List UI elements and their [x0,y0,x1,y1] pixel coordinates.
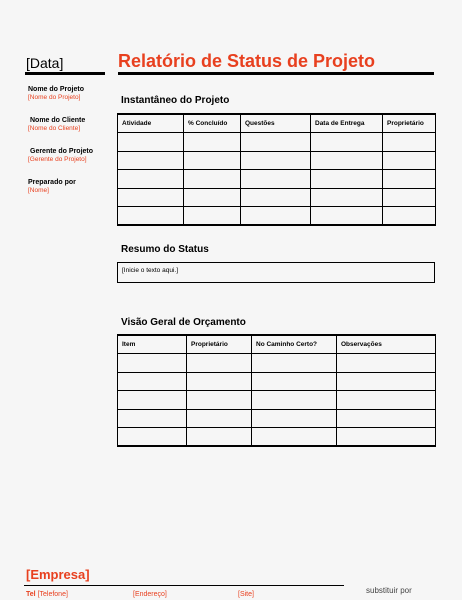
budget-column-header: Proprietário [187,335,252,354]
table-cell[interactable] [184,151,241,170]
snapshot-header-row [118,114,436,133]
table-cell[interactable] [252,372,337,391]
table-cell[interactable] [383,207,436,226]
table-cell[interactable] [337,372,436,391]
table-cell[interactable] [118,391,187,410]
table-row [118,170,436,189]
table-cell[interactable] [311,151,383,170]
snapshot-column-header: Atividade [118,114,184,133]
status-summary-title: Resumo do Status [121,244,209,255]
footer-divider [24,585,344,586]
budget-column-header: Item [118,335,187,354]
table-cell[interactable] [187,428,252,447]
table-cell[interactable] [118,207,184,226]
table-cell[interactable] [337,428,436,447]
table-cell[interactable] [311,188,383,207]
budget-column-header: Observações [337,335,436,354]
table-row [118,207,436,226]
table-cell[interactable] [118,188,184,207]
table-cell[interactable] [118,170,184,189]
prepared-by-field[interactable]: [Nome] [28,187,49,194]
phone-field[interactable]: [Telefone] [37,591,68,598]
budget-overview-title: Visão Geral de Orçamento [121,317,246,328]
project-manager-field[interactable]: [Gerente do Projeto] [28,156,87,163]
budget-overview-table [117,334,436,447]
table-cell[interactable] [252,409,337,428]
table-cell[interactable] [184,133,241,152]
table-row [118,188,436,207]
table-cell[interactable] [311,133,383,152]
table-cell[interactable] [241,207,311,226]
snapshot-column-header: Data de Entrega [311,114,383,133]
table-cell[interactable] [337,391,436,410]
table-cell[interactable] [184,188,241,207]
table-row [118,372,436,391]
table-cell[interactable] [187,409,252,428]
table-cell[interactable] [383,188,436,207]
snapshot-column-header: % Concluído [184,114,241,133]
table-row [118,151,436,170]
replace-text[interactable]: substituir por [366,586,412,595]
tel-label: Tel [26,591,36,598]
table-cell[interactable] [118,428,187,447]
table-cell[interactable] [118,354,187,373]
table-row [118,354,436,373]
table-cell[interactable] [252,428,337,447]
table-cell[interactable] [118,372,187,391]
company-name[interactable]: [Empresa] [26,567,90,582]
status-summary-field[interactable]: [Inicie o texto aqui.] [117,262,435,283]
project-info-sidebar [28,86,112,210]
table-row [118,428,436,447]
table-row [118,391,436,410]
table-row [118,409,436,428]
table-cell[interactable] [383,151,436,170]
footer-phone[interactable] [26,591,68,598]
table-cell[interactable] [337,409,436,428]
table-cell[interactable] [118,151,184,170]
table-cell[interactable] [252,391,337,410]
project-snapshot-table [117,113,436,226]
table-cell[interactable] [337,354,436,373]
table-cell[interactable] [383,170,436,189]
table-cell[interactable] [311,170,383,189]
client-name-label: Nome do Cliente [30,117,86,124]
table-cell[interactable] [383,133,436,152]
project-name-label: Nome do Projeto [28,86,85,93]
budget-header-row [118,335,436,354]
table-cell[interactable] [241,188,311,207]
date-divider [25,72,105,75]
budget-column-header: No Caminho Certo? [252,335,337,354]
footer-site[interactable]: [Site] [238,591,254,598]
footer-address[interactable]: [Endereço] [133,591,167,598]
project-name-field[interactable]: [Nome do Projeto] [28,94,81,101]
project-manager-label: Gerente do Projeto [30,148,94,155]
table-cell[interactable] [118,409,187,428]
table-row [118,133,436,152]
table-cell[interactable] [187,354,252,373]
report-date[interactable]: [Data] [26,55,64,71]
table-cell[interactable] [241,133,311,152]
table-cell[interactable] [118,133,184,152]
snapshot-column-header: Questões [241,114,311,133]
table-cell[interactable] [311,207,383,226]
table-cell[interactable] [241,151,311,170]
prepared-by-label: Preparado por [28,179,76,186]
snapshot-column-header: Proprietário [383,114,436,133]
table-cell[interactable] [184,207,241,226]
client-name-field[interactable]: [Nome do Cliente] [28,125,81,132]
snapshot-title: Instantâneo do Projeto [121,95,230,106]
table-cell[interactable] [241,170,311,189]
table-cell[interactable] [184,170,241,189]
report-title[interactable]: Relatório de Status de Projeto [118,51,376,71]
table-cell[interactable] [252,354,337,373]
table-cell[interactable] [187,372,252,391]
table-cell[interactable] [187,391,252,410]
title-divider [118,72,434,75]
